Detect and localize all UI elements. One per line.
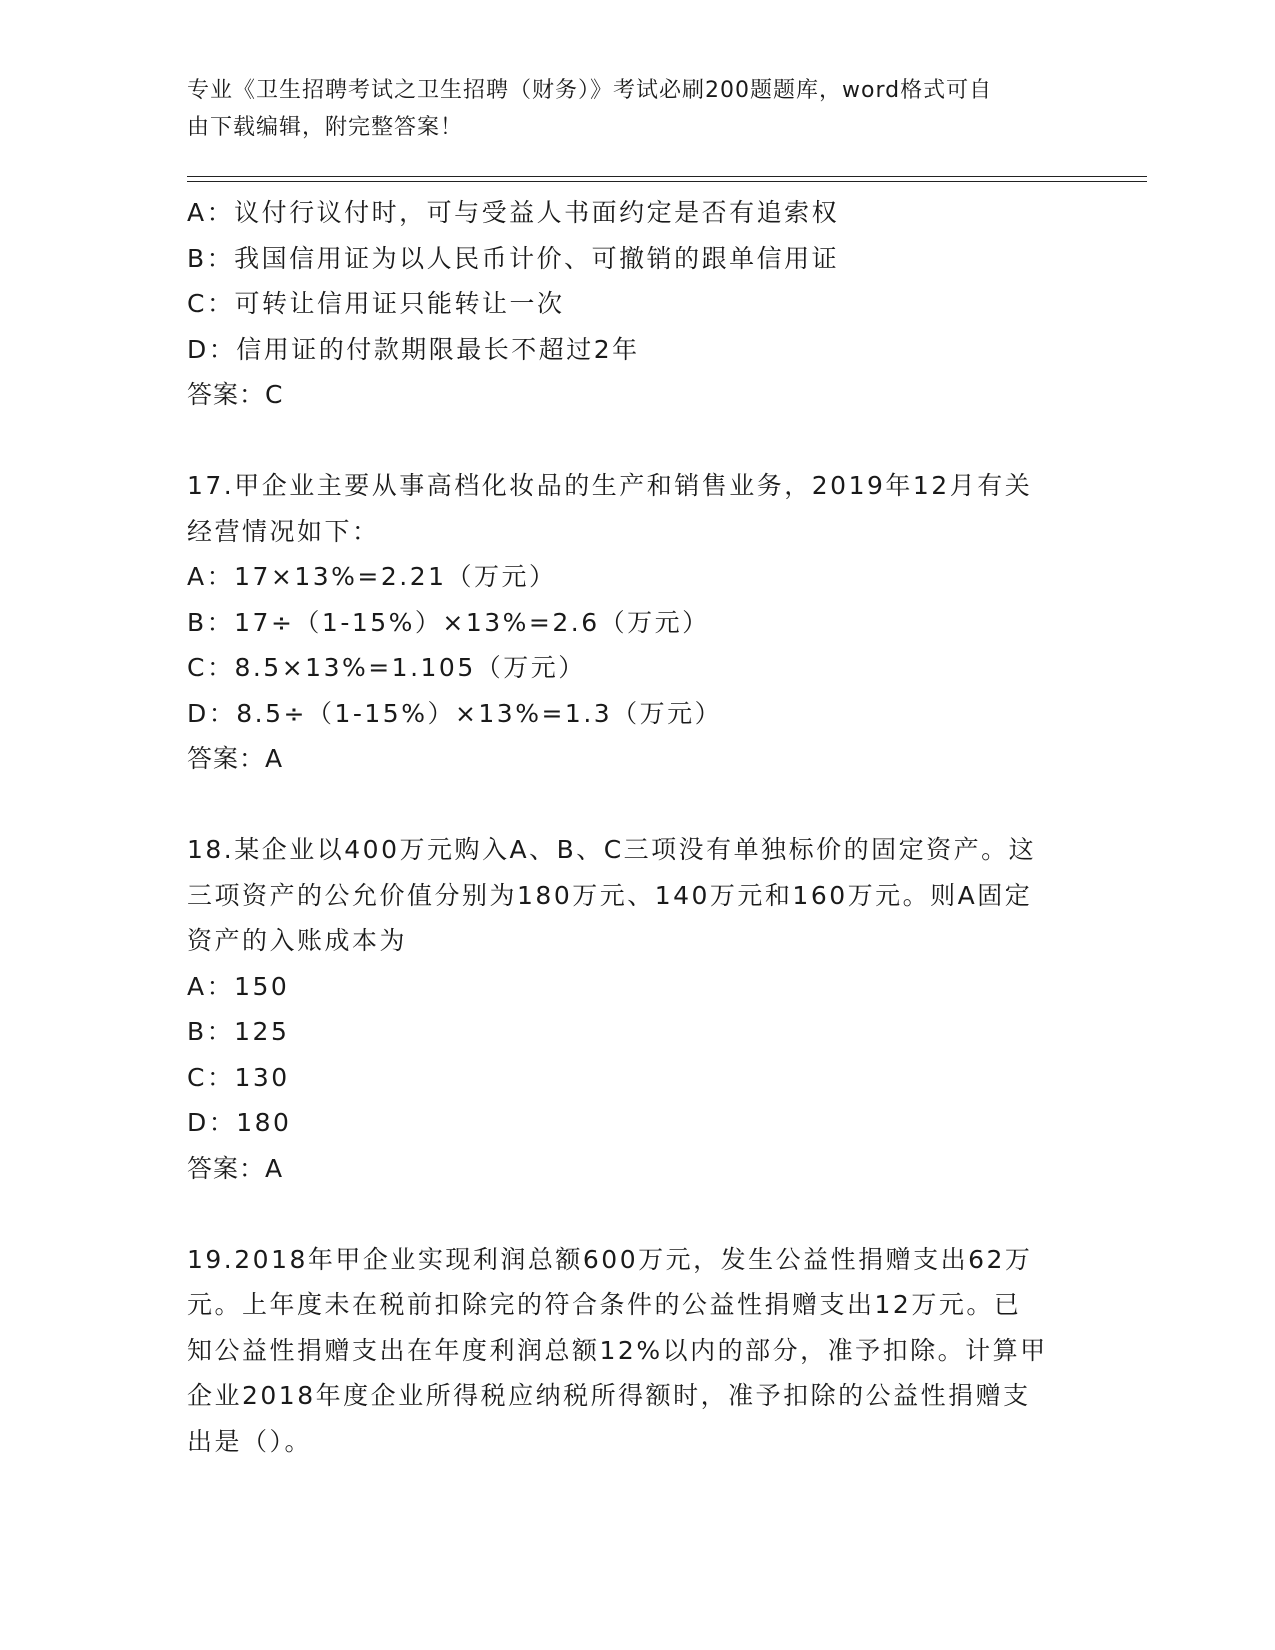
document-header: [187, 72, 1067, 146]
option-c: C：8.5×13%=1.105（万元）: [187, 653, 586, 682]
question-stem-line: 知公益性捐赠支出在年度利润总额12%以内的部分，准予扣除。计算甲: [187, 1335, 1048, 1365]
answer: 答案：A: [187, 744, 284, 773]
question-stem-line: 三项资产的公允价值分别为180万元、140万元和160万元。则A固定: [187, 880, 1033, 910]
header-divider-bottom: [187, 181, 1147, 182]
option-d: D：180: [187, 1108, 292, 1137]
option-b: B：我国信用证为以人民币计价、可撤销的跟单信用证: [187, 243, 840, 273]
option-b: B：125: [187, 1017, 290, 1046]
header-line-1: 专业《卫生招聘考试之卫生招聘（财务）》考试必刷200题题库，word格式可自: [187, 78, 993, 103]
question-stem-line: 出是（）。: [187, 1426, 313, 1456]
question-18: [187, 827, 1087, 1191]
question-stem-line: 资产的入账成本为: [187, 926, 408, 955]
spacer: [187, 418, 1087, 464]
question-stem-line: 19.2018年甲企业实现利润总额600万元，发生公益性捐赠支出62万: [187, 1244, 1033, 1274]
question-stem-line: 18.某企业以400万元购入A、B、C三项没有单独标价的固定资产。这: [187, 835, 1037, 864]
question-stem-line: 元。上年度未在税前扣除完的符合条件的公益性捐赠支出12万元。已: [187, 1290, 1022, 1319]
option-c: C：130: [187, 1062, 290, 1092]
option-a: A：150: [187, 971, 290, 1001]
option-c: C：可转让信用证只能转让一次: [187, 289, 565, 318]
option-a: A：议付行议付时，可与受益人书面约定是否有追索权: [187, 198, 840, 227]
question-17: [187, 463, 1087, 782]
question-16: [187, 190, 1087, 418]
question-stem-line: 17.甲企业主要从事高档化妆品的生产和销售业务，2019年12月有关: [187, 471, 1033, 500]
header-line-2: 由下载编辑，附完整答案！: [187, 115, 464, 140]
spacer: [187, 1191, 1087, 1237]
question-stem-line: 经营情况如下：: [187, 516, 380, 546]
answer: 答案：C: [187, 380, 284, 409]
answer: 答案：A: [187, 1153, 284, 1183]
option-a: A：17×13%=2.21（万元）: [187, 562, 557, 591]
option-d: D：信用证的付款期限最长不超过2年: [187, 334, 640, 364]
spacer: [187, 782, 1087, 828]
question-19: [187, 1237, 1087, 1465]
header-divider-top: [187, 176, 1147, 177]
option-d: D：8.5÷（1-15%）×13%=1.3（万元）: [187, 698, 723, 728]
document-body: [187, 190, 1087, 1464]
option-b: B：17÷（1-15%）×13%=2.6（万元）: [187, 607, 710, 637]
question-stem-line: 企业2018年度企业所得税应纳税所得额时，准予扣除的公益性捐赠支: [187, 1381, 1031, 1410]
